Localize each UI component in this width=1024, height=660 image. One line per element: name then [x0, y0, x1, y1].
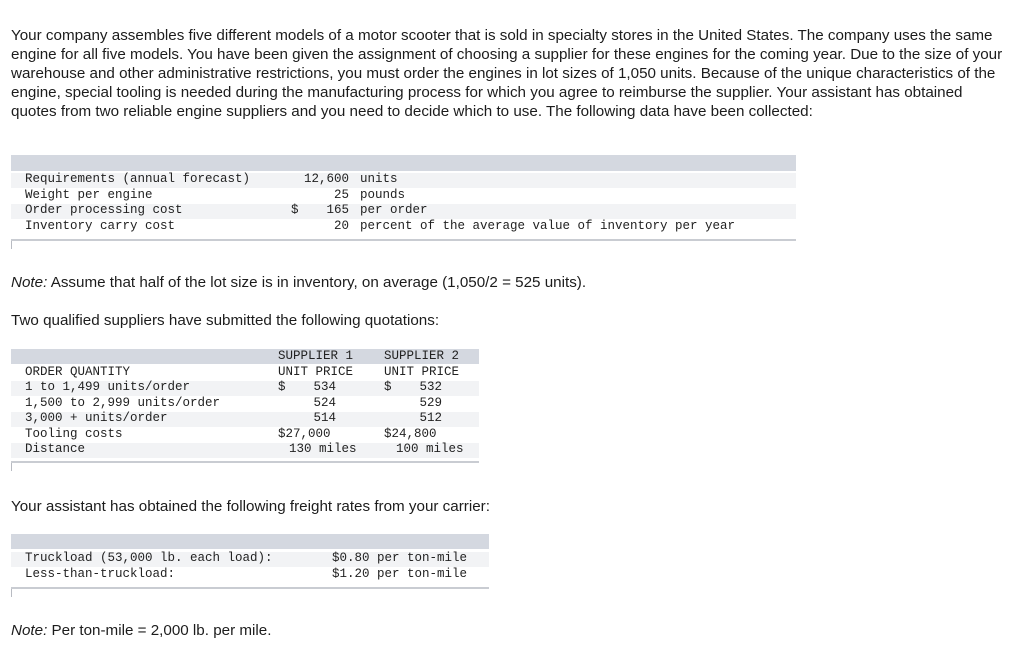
freight-label-2: Less-than-truckload: — [25, 567, 176, 581]
note-label: Note: — [11, 622, 48, 639]
s2-price-1: 532 — [419, 380, 442, 394]
qty-label-1: 1 to 1,499 units/order — [25, 380, 191, 394]
note-label: Note: — [11, 274, 48, 291]
req-label-4: Inventory carry cost — [25, 219, 176, 233]
freight-rate-1: $0.80 per ton-mile — [332, 551, 468, 565]
req-unit-1: units — [360, 172, 398, 186]
qty-label-4: Tooling costs — [25, 427, 123, 441]
quotation-table — [11, 349, 479, 473]
intro-paragraph: Your company assembles five different models of a motor scooter that is sold in specialty stores in the United States. The company uses the same engine for all five models. You have been given the assignment of choosing a supplier for these engines for the coming year. Due to the size of your warehouse and other administrative restrictions, you must order the engines in lot sizes of 1,050 units. Because of the unique characteristics of the engine, special tooling is needed during the manufacturing process for which you agree to reimburse the supplier. Your assistant has obtained quotes from two reliable engine suppliers and you need to decide which to use. The following data have been collected: — [11, 27, 1003, 120]
req-value-1: 12,600 — [303, 172, 349, 186]
req-label-1: Requirements (annual forecast) — [25, 172, 251, 186]
note-inventory — [11, 273, 1011, 292]
qty-label-5: Distance — [25, 442, 86, 456]
req-unit-3: per order — [360, 203, 428, 217]
header-supplier2: SUPPLIER 2 — [384, 349, 460, 363]
s2-currency-1: $ — [384, 380, 392, 394]
req-unit-2: pounds — [360, 188, 406, 202]
s1-price-3: 514 — [313, 411, 336, 425]
req-value-3: 165 — [326, 203, 349, 217]
req-label-3: Order processing cost — [25, 203, 183, 217]
s2-price-3: 512 — [419, 411, 442, 425]
header-unit-price-2: UNIT PRICE — [384, 365, 460, 379]
req-unit-4: percent of the average value of inventory per year — [360, 219, 736, 233]
table-header-band — [11, 534, 489, 549]
qty-label-3: 3,000 + units/order — [25, 411, 168, 425]
header-order-quantity: ORDER QUANTITY — [25, 365, 131, 379]
note-ton-mile — [11, 621, 1011, 640]
header-unit-price-1: UNIT PRICE — [278, 365, 354, 379]
table-bottom-rule — [11, 587, 489, 589]
req-currency-3: $ — [291, 203, 299, 217]
req-label-2: Weight per engine — [25, 188, 153, 202]
req-value-2: 25 — [333, 188, 349, 202]
s2-distance: 100 miles — [396, 442, 464, 456]
freight-label-1: Truckload (53,000 lb. each load): — [25, 551, 273, 565]
qty-label-2: 1,500 to 2,999 units/order — [25, 396, 221, 410]
freight-table — [11, 534, 489, 596]
s2-tooling: $24,800 — [384, 427, 437, 441]
table-bottom-rule — [11, 461, 479, 463]
table-header-band — [11, 155, 796, 171]
requirements-table — [11, 155, 796, 247]
table-bottom-rule — [11, 239, 796, 241]
s1-price-1: 534 — [313, 380, 336, 394]
header-supplier1: SUPPLIER 1 — [278, 349, 354, 363]
freight-intro: Your assistant has obtained the following freight rates from your carrier: — [11, 498, 490, 515]
note-text: Per ton-mile = 2,000 lb. per mile. — [47, 622, 272, 639]
note-text: Assume that half of the lot size is in inventory, on average (1,050/2 = 525 units). — [47, 274, 587, 291]
s1-price-2: 524 — [313, 396, 336, 410]
s1-tooling: $27,000 — [278, 427, 331, 441]
s1-distance: 130 miles — [289, 442, 357, 456]
req-value-4: 20 — [333, 219, 349, 233]
s1-currency-1: $ — [278, 380, 286, 394]
suppliers-intro: Two qualified suppliers have submitted the following quotations: — [11, 312, 440, 329]
s2-price-2: 529 — [419, 396, 442, 410]
freight-rate-2: $1.20 per ton-mile — [332, 567, 468, 581]
